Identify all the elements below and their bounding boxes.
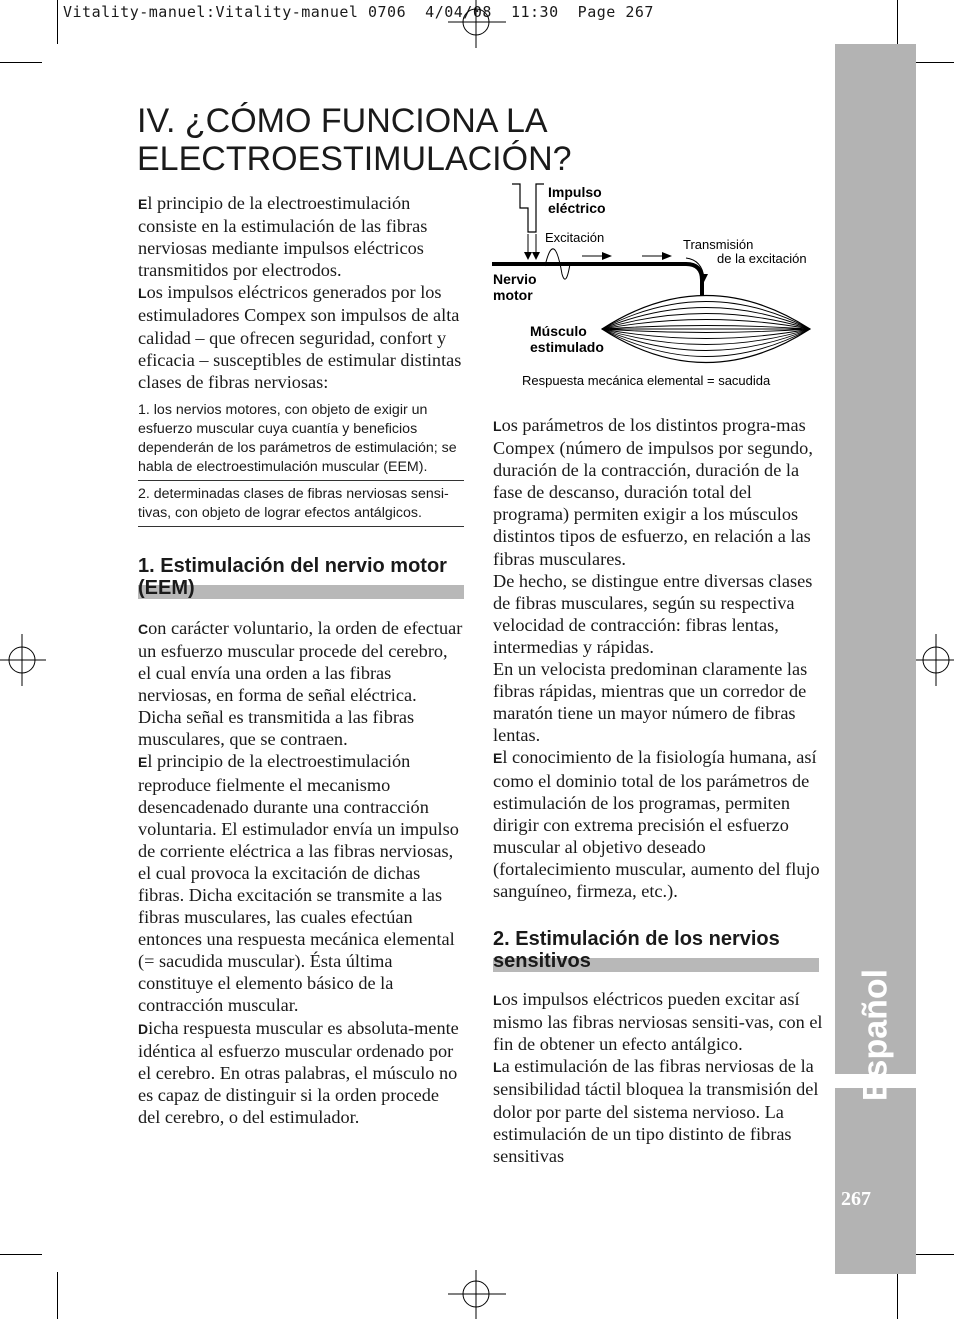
- paragraph-text: l conocimiento de la fisiología humana, así como el dominio total de los parámetros de estimulación de los programas, permiten dirigir con extrema precisión el esfuerzo muscular al objetivo deseado (fortalecimiento muscular, aumento del flujo sanguíneo, firmeza, etc.).: [493, 747, 820, 901]
- drop-initial: D: [138, 1020, 149, 1037]
- section-heading-1: 1. Estimulación del nervio motor (EEM): [138, 555, 464, 599]
- column-right: [493, 414, 826, 1167]
- paragraph: De hecho, se distingue entre diversas clases de fibras musculares, según su respectiva velocidad de contracción: fibras lentas, intermedias y rápidas.: [493, 570, 813, 657]
- nerve-label-1: Nervio: [493, 271, 537, 287]
- registration-mark-top-icon: [448, 0, 508, 52]
- registration-mark-bottom-icon: [448, 1268, 508, 1319]
- drop-initial: E: [138, 754, 148, 771]
- paragraph: [138, 192, 464, 281]
- registration-mark-left-icon: [0, 630, 46, 690]
- print-slug: Vitality-manuel:Vitality-manuel 0706 4/04/08 11:30 Page 267: [63, 3, 654, 21]
- muscle-label-1: Músculo: [530, 323, 587, 339]
- paragraph: [138, 750, 464, 1016]
- drop-initial: L: [138, 285, 147, 302]
- language-label: Español: [856, 968, 895, 1102]
- paragraph-text: l principio de la electroestimulación consiste en la estimulación de las fibras nerviosas mediante impulsos eléctricos transmitidos por electrodos.: [138, 193, 428, 281]
- paragraph: [493, 1055, 826, 1166]
- drop-initial: L: [493, 1059, 502, 1076]
- stimulation-diagram: [490, 178, 830, 398]
- excitation-label: Excitación: [545, 230, 605, 245]
- muscle-label-2: estimulado: [530, 339, 604, 355]
- nerve-label-2: motor: [493, 287, 533, 303]
- muscle-shape: [602, 296, 810, 363]
- paragraph-text: icha respuesta muscular es absoluta-mente idéntica al esfuerzo muscular ordenado por el cerebro. En otras palabras, el músculo no es capaz de distinguir si la orden procede del cerebro, o del estimulador.: [138, 1017, 459, 1127]
- diagram-caption: Respuesta mecánica elemental = sacudida: [522, 373, 771, 388]
- drop-initial: C: [138, 620, 149, 637]
- paragraph: [138, 281, 464, 392]
- transmission-label-1: Transmisión: [683, 237, 754, 252]
- paragraph: En un velocista predominan claramente las fibras rápidas, mientras que un corredor de maratón tiene un mayor número de fibras lentas.: [493, 659, 808, 746]
- page-number: 267: [841, 1188, 871, 1210]
- impulse-waveform: [512, 184, 544, 232]
- paragraph: [493, 988, 826, 1055]
- paragraph-text: l principio de la electroestimulación reproduce fielmente el mecanismo desencadenado durante una contracción voluntaria. El estimulador envía un impulso de corriente eléctrica a las fibras nerviosas, el cual provoca la excitación de dichas fibras. Dicha excitación se transmite a las fibras musculares, las cuales efectúan entonces una respuesta mecánica elemental (= sacudida muscular). Ésta última constituye el elemento básico de la contracción muscular.: [138, 751, 459, 1016]
- drop-initial: L: [493, 418, 502, 434]
- impulse-label-2: eléctrico: [548, 200, 606, 216]
- paragraph-text: on carácter voluntario, la orden de efectuar un esfuerzo muscular procede del cerebro, el cual envía una orden a las fibras nerviosas, en forma de señal eléctrica. Dicha señal es transmitida a las fibras musculares, que se contraen.: [138, 617, 463, 750]
- page-title: IV. ¿CÓMO FUNCIONA LA ELECTROESTIMULACIÓN?: [137, 102, 572, 178]
- transmission-label-2: de la excitación: [717, 251, 807, 266]
- impulse-label-1: Impulso: [548, 184, 602, 200]
- paragraph: [138, 1017, 464, 1128]
- note-motor-nerves: 1. los nervios motores, con objeto de exigir un esfuerzo muscular cuya cuantía y beneficios dependerán de los parámetros de estimulación; se habla de electroestimulación muscular (EEM).: [138, 401, 464, 481]
- column-left: [138, 192, 464, 1128]
- drop-initial: L: [493, 992, 502, 1009]
- paragraph: [138, 617, 464, 751]
- section-heading-2: 2. Estimulación de los nervios sensitivos: [493, 928, 819, 972]
- paragraph-text: os impulsos eléctricos generados por los estimuladores Compex son impulsos de alta calidad – que ofrecen seguridad, confort y eficacia – susceptibles de estimular distintas clases de fibras nerviosas:: [138, 282, 462, 392]
- registration-mark-right-icon: [912, 630, 954, 690]
- note-sensitive-fibers: 2. determinadas clases de fibras nerviosas sensi-tivas, con objeto de lograr efectos antálgicos.: [138, 485, 464, 527]
- paragraph-text: a estimulación de las fibras nerviosas de la sensibilidad táctil bloquea la transmisión del dolor por parte del sistema nervioso. La estimulación de un tipo distinto de fibras sensitivas: [493, 1056, 819, 1166]
- paragraph: [493, 414, 826, 570]
- paragraph-text: os impulsos eléctricos pueden excitar así mismo las fibras nerviosas sensiti-vas, con el fin de obtener un efecto antálgico.: [493, 989, 823, 1055]
- paragraph-text: os parámetros de los distintos progra-mas Compex (número de impulsos por segundo, duración de la contracción, duración de la fase de descanso, duración total del programa) permiten exigir a los músculos distintos tipos de esfuerzo, en relación a las fibras musculares.: [493, 415, 813, 569]
- drop-initial: E: [493, 750, 503, 767]
- paragraph: [493, 746, 826, 902]
- drop-initial: E: [138, 196, 148, 212]
